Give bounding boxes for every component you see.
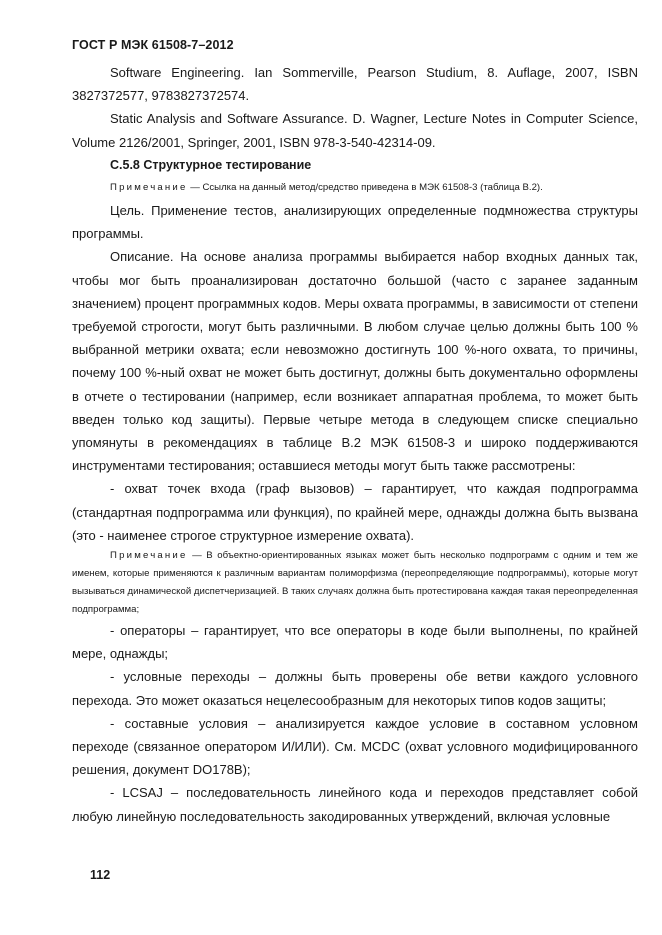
note-text: — В объектно-ориентированных языках может быть несколько подпрограмм с одним и тем же именем, которые применяются к различным вариантам полиморфизма (переопределяющие подпрограммы), которые могут вызываться динамической диспетчеризацией. В таких случаях должна быть протестирована каждая такая переопределенная подпрограмма; (72, 550, 638, 616)
note-text: — Ссылка на данный метод/средство приведена в МЭК 61508-3 (таблица В.2). (187, 182, 543, 194)
note-label: Примечание (110, 550, 188, 562)
list-item-branches: - условные переходы – должны быть проверены обе ветви каждого условного перехода. Это может оказаться нецелесообразным для некоторых типов кодов защиты; (72, 669, 638, 708)
page-number: 112 (90, 868, 111, 882)
reference-wagner: Static Analysis and Software Assurance. D. Wagner, Lecture Notes in Computer Science, Volume 2126/2001, Springer, 2001, ISBN 978-3-540-42314-09. (72, 111, 638, 150)
list-item-compound-conditions: - составные условия – анализируется каждое условие в составном условном переходе (связанное оператором И/ИЛИ). См. MCDC (охват условного модифицированного решения, документ DO178B); (72, 715, 638, 778)
standard-header: ГОСТ Р МЭК 61508-7–2012 (72, 38, 234, 52)
section-title: C.5.8 Структурное тестирование (110, 157, 312, 172)
goal-paragraph: Цель. Применение тестов, анализирующих определенные подмножества структуры программы. (72, 203, 638, 242)
list-item-lcsaj: - LCSAJ – последовательность линейного кода и переходов представляет собой любую линейную последовательность закодированных утверждений, включая условные (72, 785, 638, 824)
note-reference (72, 179, 638, 197)
note-label: Примечание (110, 182, 188, 194)
list-item-entry-points: - охват точек входа (граф вызовов) – гарантирует, что каждая подпрограмма (стандартная подпрограмма или функция), по крайней мере, однажды должна быть вызвана (это - наименее строгое структурное измерение охвата). (72, 481, 638, 543)
reference-sommerville: Software Engineering. Ian Sommerville, Pearson Studium, 8. Auflage, 2007, ISBN 3827372577, 9783827372574. (72, 65, 638, 104)
page-body (72, 61, 638, 828)
note-polymorphism (72, 547, 638, 619)
list-item-operators: - операторы – гарантирует, что все операторы в коде были выполнены, по крайней мере, однажды; (72, 623, 638, 662)
description-paragraph: Описание. На основе анализа программы выбирается набор входных данных так, чтобы мог быть проанализирован достаточно большой (часто с заранее заданным значением) процент программных кодов. Меры охвата программы, в зависимости от степени требуемой строгости, могут быть различными. В любом случае целью должны быть 100 % выбранной метрики охвата; если невозможно достигнуть 100 %-ного охвата, то причины, почему 100 %-ный охват не может быть достигнут, должны быть документально оформлены в отчете о тестировании (например, если возникает аппаратная проблема, то может быть введен только код защиты). Первые четыре метода в следующем списке специально упомянуты в рекомендациях в таблице В.2 МЭК 61508-3 и широко поддерживаются инструментами тестирования; оставшиеся методы могут быть также рассмотрены: (72, 249, 638, 474)
